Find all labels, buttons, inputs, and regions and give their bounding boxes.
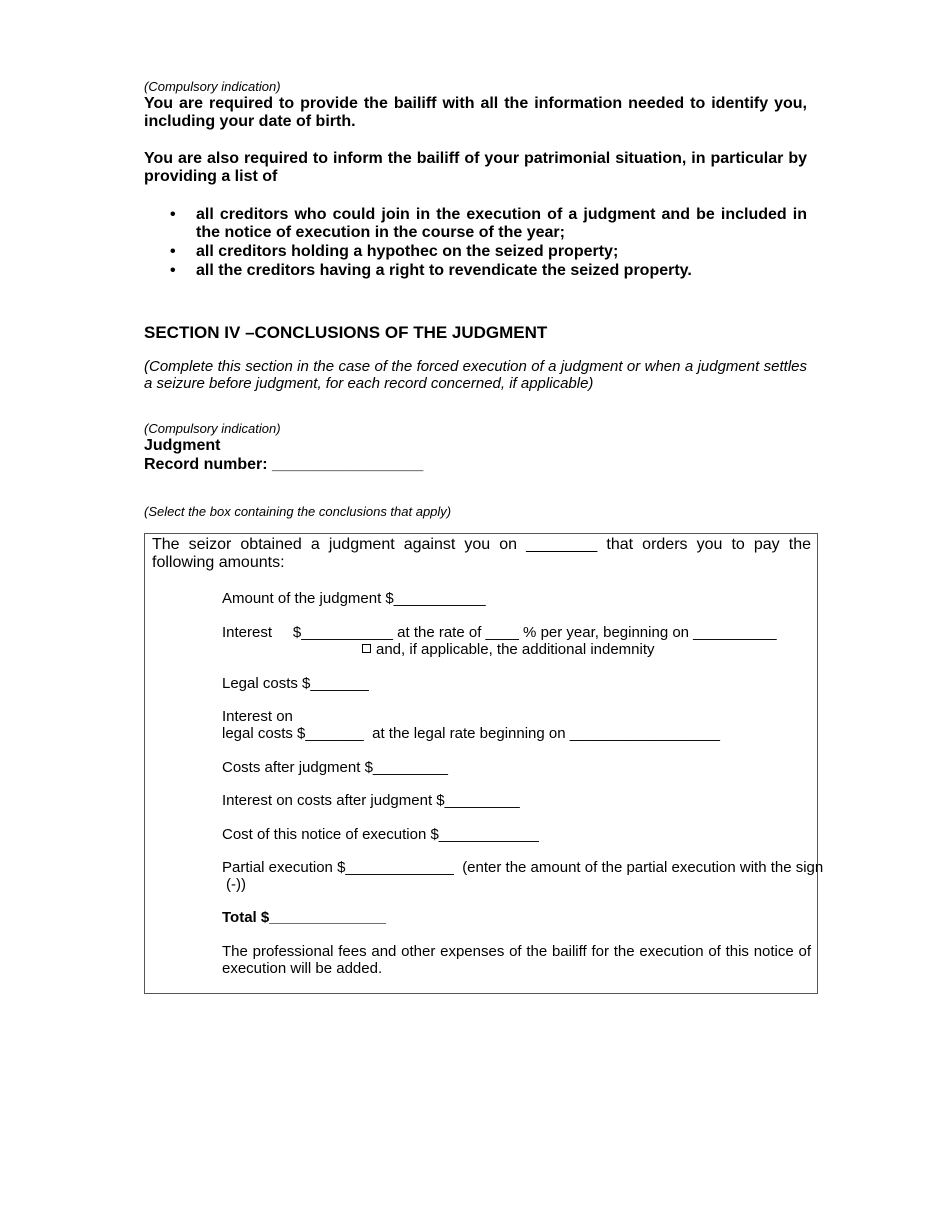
judgment-intro: The seizor obtained a judgment against you on ________ that orders you to pay the following amounts: <box>152 536 811 571</box>
select-hint: (Select the box containing the conclusions that apply) <box>144 504 452 519</box>
legal-costs-interest-field[interactable]: legal costs $_______ at the legal rate beginning on __________________ <box>222 725 720 742</box>
partial-execution-field[interactable]: Partial execution $_____________ (enter the amount of the partial execution with the sign <box>222 859 824 876</box>
section-instructions: (Complete this section in the case of the forced execution of a judgment or when a judgment settles a seizure before judgment, for each record concerned, if applicable) <box>144 358 807 392</box>
bullet-icon: • <box>170 262 176 279</box>
bullet-icon: • <box>170 206 176 223</box>
amount-field[interactable]: Amount of the judgment $___________ <box>222 590 486 607</box>
indemnity-checkbox[interactable] <box>362 644 371 653</box>
fees-note: The professional fees and other expenses of the bailiff for the execution of this notice of execution will be added. <box>222 943 811 977</box>
identification-paragraph: You are required to provide the bailiff with all the information needed to identify you, including your date of birth. <box>144 95 807 130</box>
partial-sign-note: (-)) <box>226 876 246 893</box>
compulsory-indication-section: (Compulsory indication) <box>144 421 281 436</box>
compulsory-indication-top: (Compulsory indication) <box>144 79 281 94</box>
patrimonial-paragraph: You are also required to inform the bailiff of your patrimonial situation, in particular by providing a list of <box>144 150 807 185</box>
additional-indemnity-option[interactable]: and, if applicable, the additional indemnity <box>362 641 655 658</box>
list-item: • all creditors who could join in the execution of a judgment and be included in the notice of execution in the course of the year; <box>170 206 807 241</box>
costs-after-judgment-field[interactable]: Costs after judgment $_________ <box>222 759 448 776</box>
section-heading: SECTION IV –CONCLUSIONS OF THE JUDGMENT <box>144 323 548 342</box>
total-field[interactable]: Total $______________ <box>222 909 387 926</box>
list-item: • all creditors holding a hypothec on the seized property; <box>170 243 619 260</box>
interest-on-label: Interest on <box>222 708 293 725</box>
judgment-label: Judgment <box>144 437 221 454</box>
list-item: • all the creditors having a right to revendicate the seized property. <box>170 262 692 279</box>
creditors-list <box>170 206 807 281</box>
cost-notice-field[interactable]: Cost of this notice of execution $____________ <box>222 826 539 843</box>
bullet-icon: • <box>170 243 176 260</box>
interest-field[interactable]: Interest $___________ at the rate of ____ % per year, beginning on __________ <box>222 624 777 641</box>
legal-costs-field[interactable]: Legal costs $_______ <box>222 675 369 692</box>
interest-costs-after-field[interactable]: Interest on costs after judgment $_________ <box>222 792 520 809</box>
record-number-field[interactable]: Record number: _________________ <box>144 456 424 473</box>
